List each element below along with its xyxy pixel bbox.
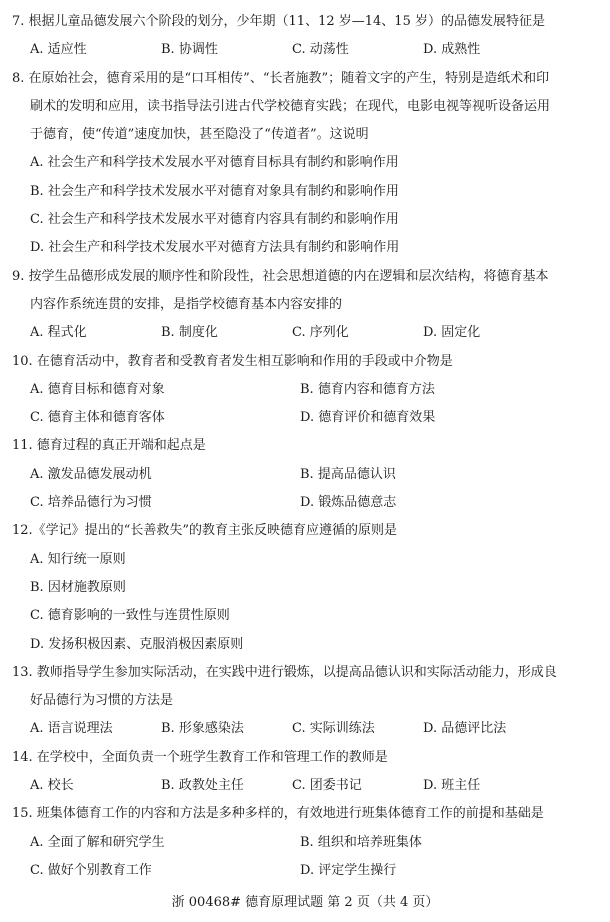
answer-option: B. 德育内容和德育方法 — [300, 381, 435, 397]
answer-option: A. 校长 — [30, 778, 74, 794]
answer-option: B. 协调性 — [161, 42, 218, 58]
question-10 — [12, 348, 610, 433]
answer-option: C. 序列化 — [292, 325, 349, 341]
answer-option: C. 做好个别教育工作 — [30, 862, 152, 878]
answer-option: C. 德育主体和德育客体 — [30, 410, 165, 426]
answer-option: B. 社会生产和科学技术发展水平对德育对象具有制约和影响作用 — [30, 183, 399, 199]
options-row — [12, 319, 610, 347]
options-row — [12, 376, 610, 404]
options-row — [12, 857, 610, 885]
options-column — [12, 546, 610, 659]
answer-option: C. 动荡性 — [292, 42, 349, 58]
answer-option: C. 团委书记 — [292, 778, 362, 794]
question-stem-line: 9. 按学生品德形成发展的顺序性和阶段性，社会思想道德的内在逻辑和层次结构，将德育基本 — [12, 268, 549, 284]
answer-option: D. 德育评价和德育效果 — [300, 410, 436, 426]
answer-option: D. 发扬积极因素、克服消极因素原则 — [30, 636, 244, 652]
answer-option: A. 社会生产和科学技术发展水平对德育目标具有制约和影响作用 — [30, 155, 399, 171]
answer-option: D. 锻炼品德意志 — [300, 495, 397, 511]
question-stem-line: 内容作系统连贯的安排，是指学校德育基本内容安排的 — [30, 296, 343, 312]
answer-option: B. 制度化 — [161, 325, 218, 341]
question-15 — [12, 800, 610, 885]
options-row — [12, 772, 610, 800]
options-row — [12, 404, 610, 432]
page-footer: 浙 00468# 德育原理试题 第 2 页（共 4 页） — [171, 895, 439, 910]
answer-option: B. 因材施教原则 — [30, 579, 126, 595]
answer-option: D. 班主任 — [423, 778, 481, 794]
options-row — [12, 715, 610, 743]
answer-option: A. 激发品德发展动机 — [30, 466, 152, 482]
question-7 — [12, 8, 610, 65]
answer-option: A. 适应性 — [30, 42, 87, 58]
answer-option: B. 提高品德认识 — [300, 466, 396, 482]
question-stem-line: 15. 班集体德育工作的内容和方法是多种多样的，有效地进行班集体德育工作的前提和基础是 — [12, 806, 544, 822]
question-9 — [12, 263, 610, 348]
question-stem-line: 14. 在学校中，全面负责一个班学生教育工作和管理工作的教师是 — [12, 749, 388, 765]
answer-option: C. 德育影响的一致性与连贯性原则 — [30, 608, 230, 624]
answer-option: D. 成熟性 — [423, 42, 481, 58]
question-14 — [12, 744, 610, 801]
question-stem-line: 7. 根据儿童品德发展六个阶段的划分，少年期（11、12 岁—14、15 岁）的品德发展特征是 — [12, 14, 545, 29]
answer-option: A. 语言说理法 — [30, 721, 113, 737]
question-11 — [12, 432, 610, 517]
options-row — [12, 461, 610, 489]
question-stem-line: 11. 德育过程的真正开端和起点是 — [12, 438, 206, 454]
answer-option: D. 评定学生操行 — [300, 862, 397, 878]
answer-option: C. 实际训练法 — [292, 721, 375, 737]
question-stem-line: 于德育，使“传道”速度加快，甚至隐没了“传道者”。这说明 — [30, 127, 369, 143]
question-stem-line: 10. 在德育活动中，教育者和受教育者发生相互影响和作用的手段或中介物是 — [12, 353, 453, 369]
question-8 — [12, 65, 610, 263]
answer-option: A. 知行统一原则 — [30, 551, 126, 567]
question-13 — [12, 659, 610, 744]
answer-option: B. 形象感染法 — [161, 721, 244, 737]
answer-option: C. 社会生产和科学技术发展水平对德育内容具有制约和影响作用 — [30, 212, 399, 228]
answer-option: B. 组织和培养班集体 — [300, 834, 422, 850]
question-stem-line: 12.《学记》提出的“长善救失”的教育主张反映德育应遵循的原则是 — [12, 523, 397, 539]
question-stem-line: 8. 在原始社会，德育采用的是“口耳相传”、“长者施教”；随着文字的产生，特别是造纸术和印 — [12, 70, 550, 86]
options-column — [12, 149, 610, 262]
question-12 — [12, 517, 610, 658]
answer-option: A. 程式化 — [30, 325, 87, 341]
options-row — [12, 36, 610, 64]
question-list — [12, 8, 610, 885]
question-stem-line: 好品德行为习惯的方法是 — [30, 693, 174, 709]
question-stem-line: 刷术的发明和应用，读书指导法引进古代学校德育实践；在现代，电影电视等视听设备运用 — [30, 98, 551, 114]
answer-option: D. 品德评比法 — [423, 721, 507, 737]
options-row — [12, 489, 610, 517]
options-row — [12, 829, 610, 857]
answer-option: D. 固定化 — [423, 325, 481, 341]
question-stem-line: 13. 教师指导学生参加实际活动，在实践中进行锻炼，以提高品德认识和实际活动能力，形成良 — [12, 664, 557, 680]
answer-option: A. 德育目标和德育对象 — [30, 381, 165, 397]
answer-option: B. 政教处主任 — [161, 778, 244, 794]
answer-option: D. 社会生产和科学技术发展水平对德育方法具有制约和影响作用 — [30, 240, 400, 256]
answer-option: A. 全面了解和研究学生 — [30, 834, 165, 850]
answer-option: C. 培养品德行为习惯 — [30, 495, 152, 511]
